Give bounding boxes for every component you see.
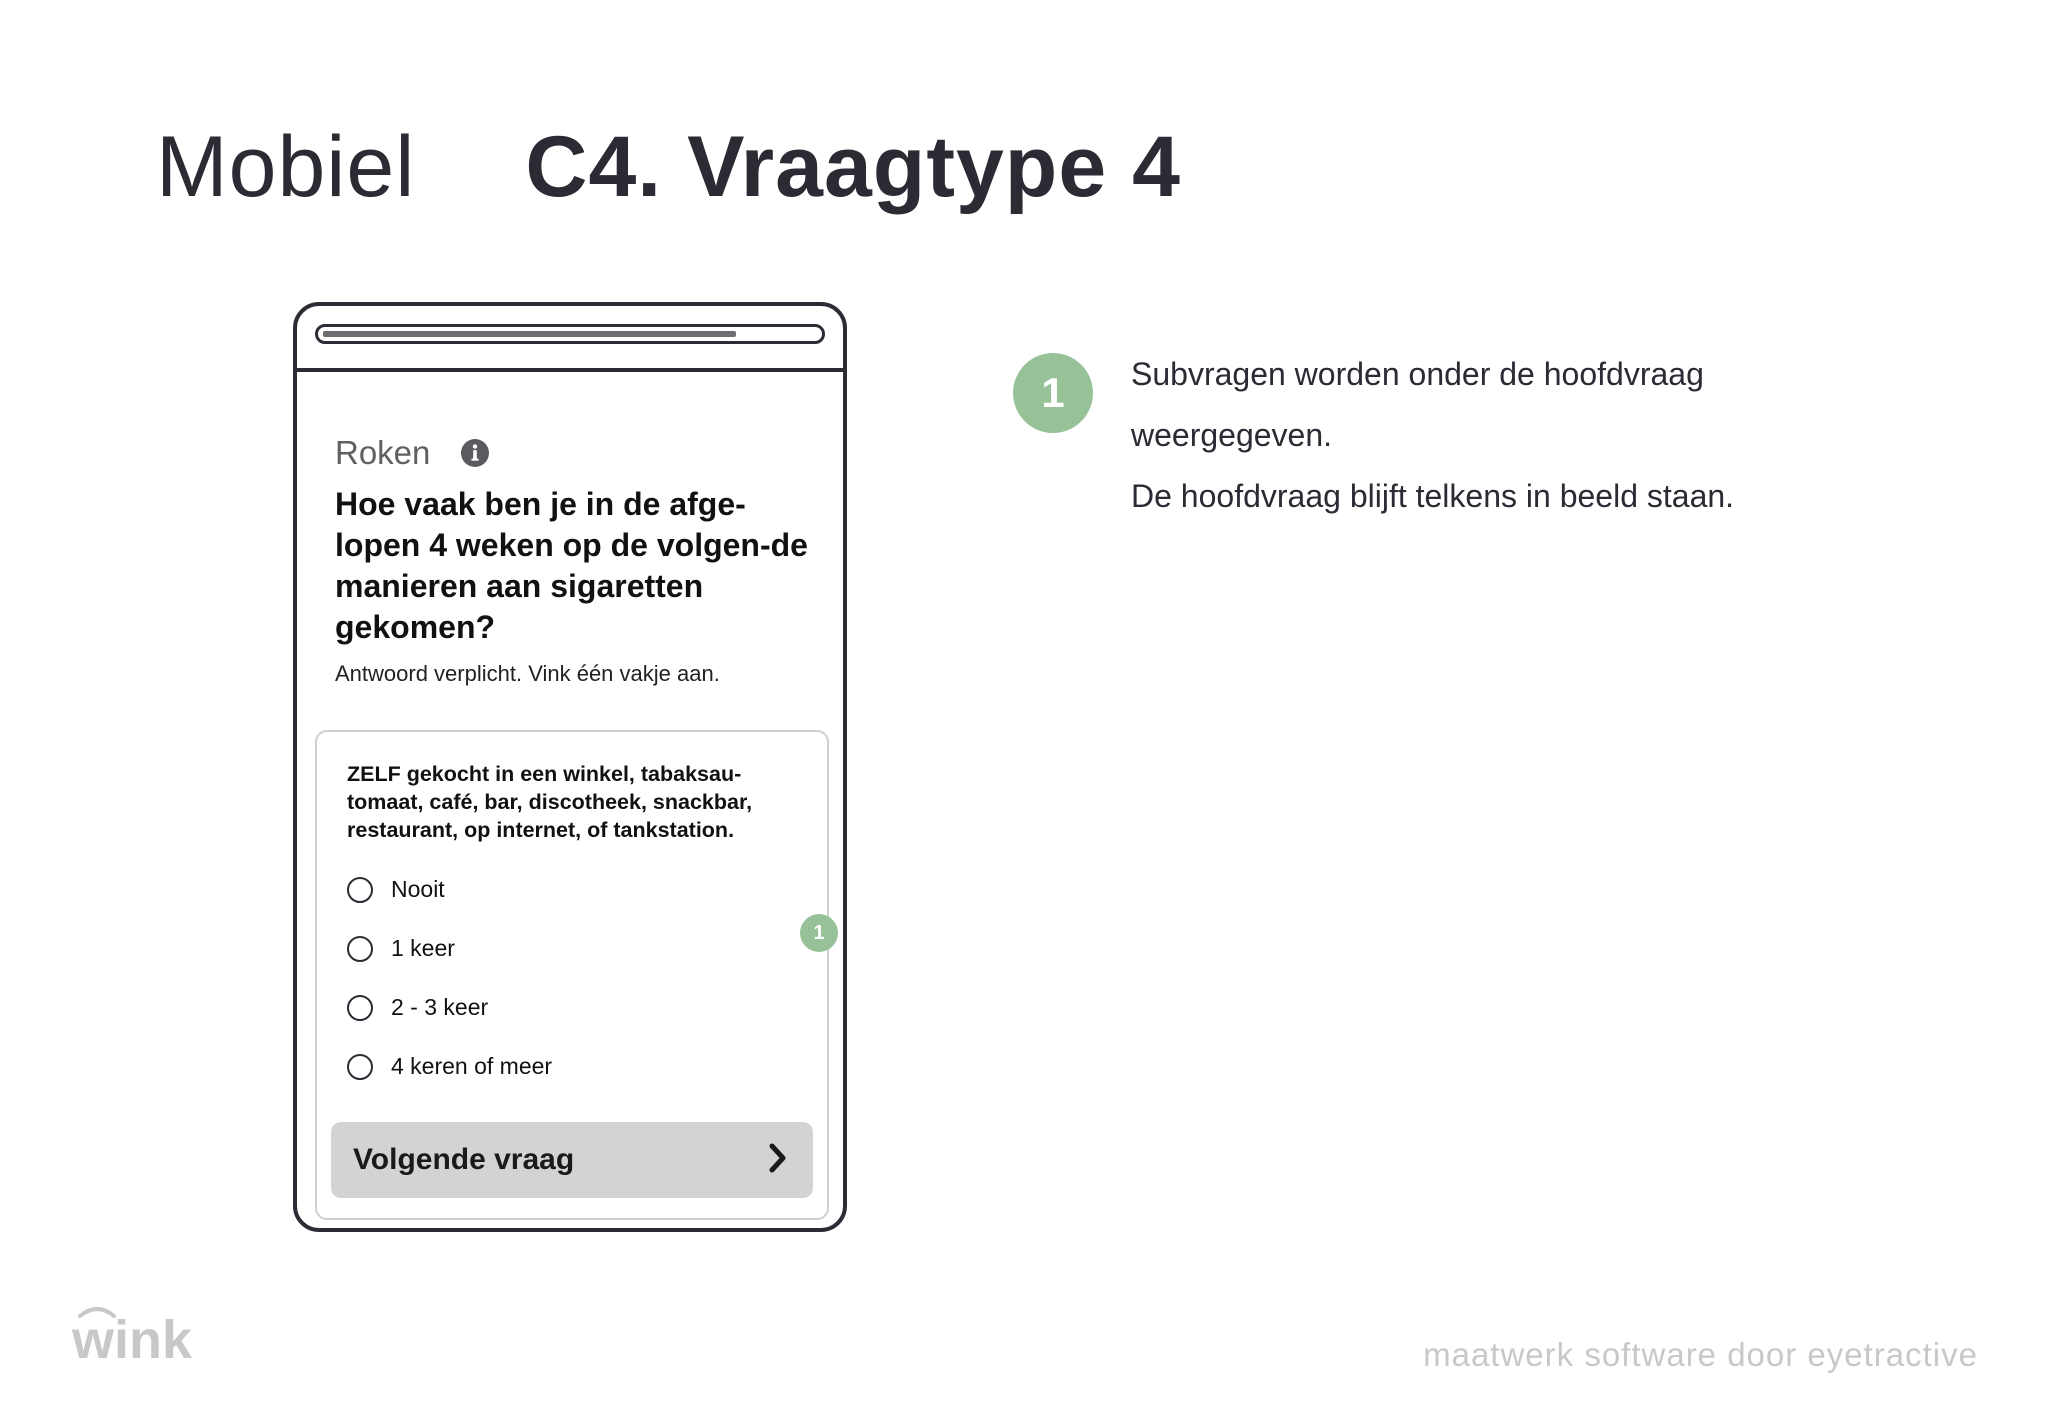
- page-title: C4. Vraagtype 4: [525, 118, 1181, 215]
- phone-header: [297, 306, 843, 372]
- info-icon[interactable]: [460, 438, 490, 468]
- sub-question-card: [315, 730, 829, 1220]
- footer-tagline: maatwerk software door eyetractive: [1423, 1336, 1978, 1373]
- option-2-3-keer[interactable]: [347, 994, 488, 1021]
- radio-button[interactable]: [347, 995, 373, 1021]
- annotation-marker-small: 1: [800, 914, 838, 952]
- next-question-button[interactable]: [331, 1122, 813, 1198]
- progress-bar: [315, 324, 825, 344]
- category-label: Roken: [335, 434, 431, 471]
- next-button-label: Volgende vraag: [353, 1143, 575, 1176]
- platform-title: Mobiel: [156, 118, 416, 215]
- progress-bar-fill: [323, 331, 736, 337]
- option-1-keer[interactable]: [347, 935, 455, 962]
- annotation-line-2: De hoofdvraag blijft telkens in beeld staan.: [1131, 478, 1735, 514]
- category-row: [335, 434, 490, 472]
- wink-logo: [72, 1304, 208, 1366]
- radio-button[interactable]: [347, 936, 373, 962]
- option-label: 2 - 3 keer: [391, 994, 489, 1020]
- slide-title: [156, 112, 1181, 222]
- option-label: 4 keren of meer: [391, 1053, 553, 1079]
- option-label: 1 keer: [391, 935, 455, 961]
- annotation-line-1: Subvragen worden onder de hoofdvraag weergegeven.: [1131, 356, 1704, 453]
- radio-button[interactable]: [347, 1054, 373, 1080]
- option-label: Nooit: [391, 876, 445, 902]
- radio-button[interactable]: [347, 877, 373, 903]
- sub-question: ZELF gekocht in een winkel, tabaksau-tomaat, café, bar, discotheek, snackbar, restaurant, op internet, of tankstation.: [347, 762, 753, 842]
- option-nooit[interactable]: [347, 876, 445, 903]
- option-4-keren-of-meer[interactable]: [347, 1053, 552, 1080]
- answer-instruction: Antwoord verplicht. Vink één vakje aan.: [335, 661, 720, 686]
- annotation-text: [1131, 344, 1851, 527]
- chevron-right-icon: [767, 1142, 789, 1179]
- annotation-marker: 1: [1013, 353, 1093, 433]
- main-question: Hoe vaak ben je in de afge-lopen 4 weken op de volgen-de manieren aan sigaretten gekomen?: [335, 486, 808, 645]
- phone-mockup: [293, 302, 847, 1232]
- svg-text:wink: wink: [72, 1310, 193, 1366]
